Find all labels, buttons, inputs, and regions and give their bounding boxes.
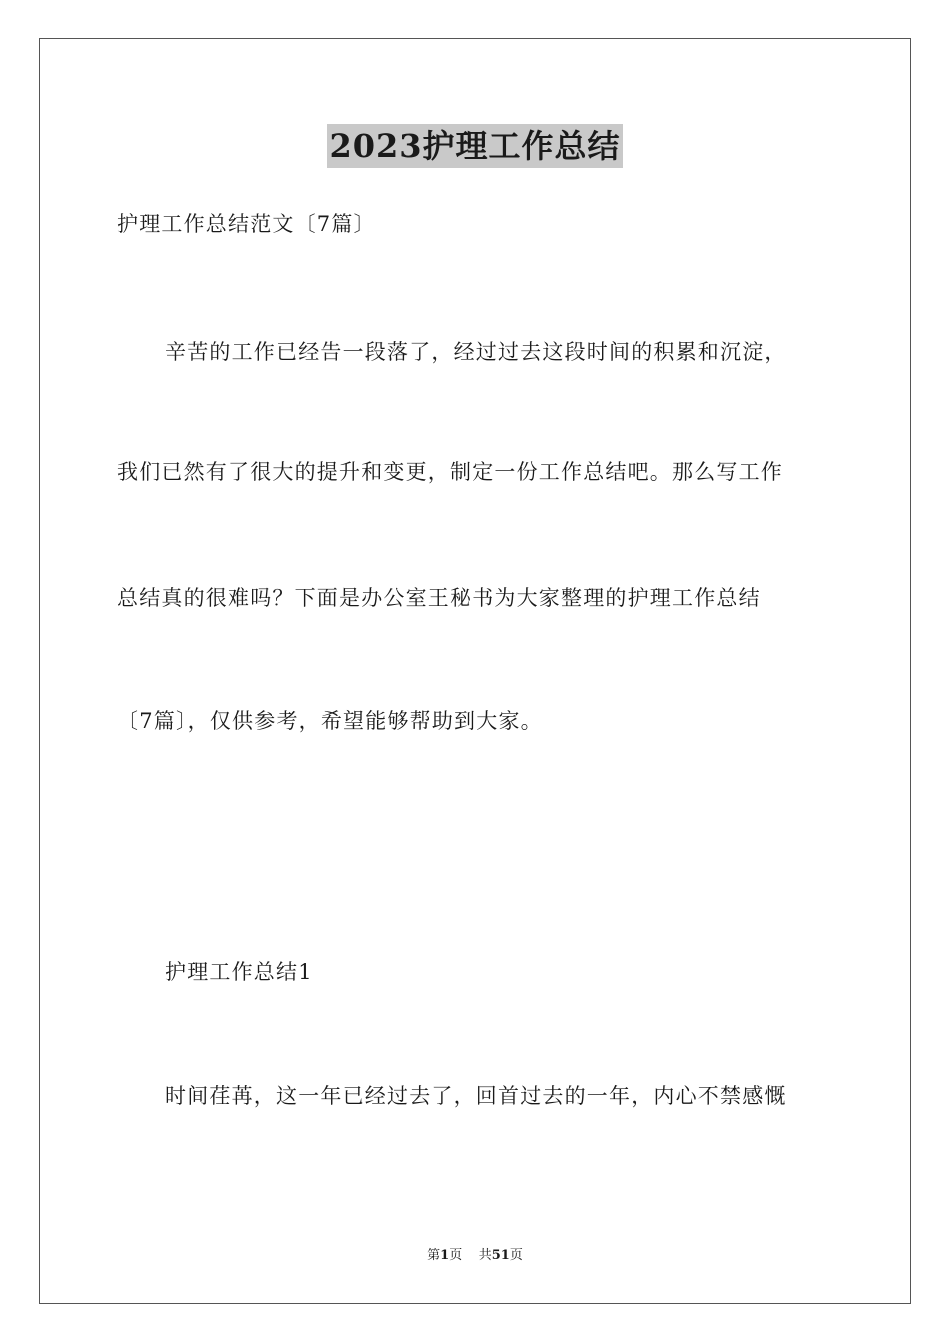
footer-page-prefix: 第 (427, 1248, 441, 1263)
section-heading: 护理工作总结1 (165, 960, 313, 984)
footer-page-number: 1 (440, 1248, 450, 1263)
intro-line-2: 我们已然有了很大的提升和变更，制定一份工作总结吧。那么写工作 (117, 460, 783, 484)
document-subtitle: 护理工作总结范文〔7篇〕 (117, 212, 376, 236)
footer-page-suffix: 页 (449, 1248, 463, 1263)
footer-total-pages: 51 (491, 1248, 510, 1263)
intro-line-1: 辛苦的工作已经告一段落了，经过过去这段时间的积累和沉淀， (165, 340, 787, 364)
footer-total-prefix: 共 (478, 1248, 492, 1263)
section-first-line: 时间荏苒，这一年已经过去了，回首过去的一年，内心不禁感慨 (165, 1084, 787, 1108)
intro-line-4: 〔7篇〕，仅供参考，希望能够帮助到大家。 (117, 709, 543, 733)
footer-total-suffix: 页 (509, 1248, 523, 1263)
page-footer (0, 1246, 950, 1266)
title-container (0, 124, 950, 168)
intro-line-3: 总结真的很难吗？下面是办公室王秘书为大家整理的护理工作总结 (117, 586, 761, 610)
document-title: 2023护理工作总结 (327, 124, 622, 168)
